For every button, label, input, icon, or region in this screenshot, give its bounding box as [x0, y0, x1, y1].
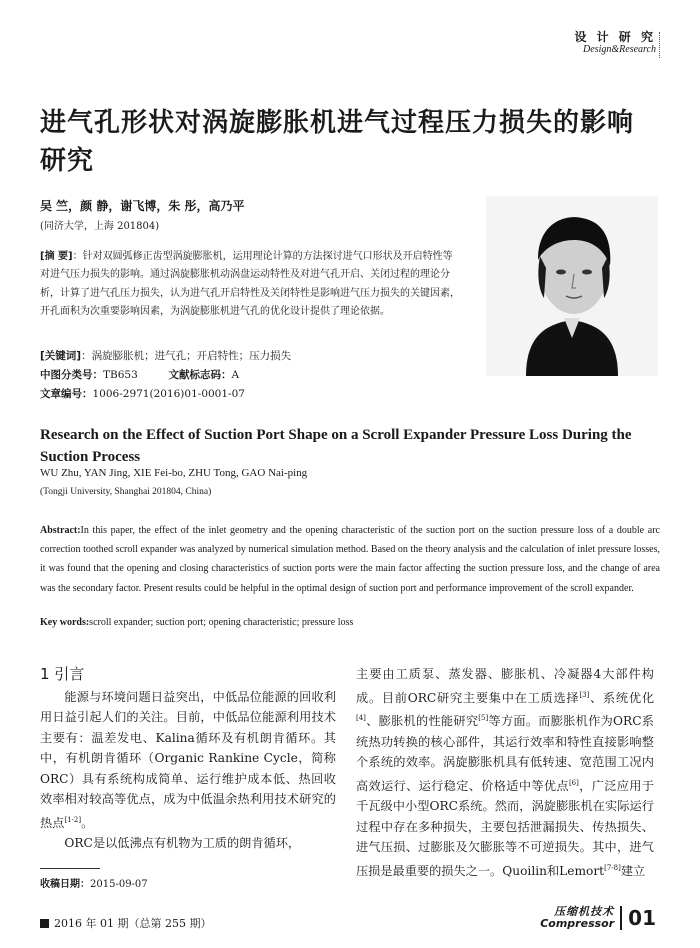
received-value: 2015-09-07: [90, 879, 148, 890]
abstract-en-text: In this paper, the effect of the inlet geometry and the opening characteristic of the suction port on the suction pressure loss of a double arc correction toothed scroll expander was analyzed by numerical simulation method. Based on the theory analysis and the calculation of inlet pressure losses, it was found that the opening and closing characteristics of suction ports were the main factor affecting the suction pressure loss, and the change of area was the secondary factor. Present results could be helpful in the optimal design of suction port and performance improvement of the scroll expander.: [40, 525, 660, 594]
paper-title-en: Research on the Effect of Suction Port Shape on a Scroll Expander Pressure Loss During the Suction Process: [40, 427, 632, 465]
header-divider: [659, 32, 664, 58]
citation: [3]: [579, 690, 590, 699]
keywords-cn-text: ：涡旋膨胀机；进气孔；开启特性；压力损失: [81, 350, 292, 362]
keywords-en: [40, 617, 660, 628]
paragraph: ORC是以低沸点有机物为工质的朗肯循环，: [64, 836, 301, 851]
abstract-en: [40, 521, 660, 598]
paragraph-text: 、膨胀机的性能研究: [365, 714, 479, 729]
article-no-value: 1006-2971(2016)01-0001-07: [92, 388, 245, 400]
square-bullet-icon: [40, 919, 49, 928]
citation: [1-2]: [64, 815, 82, 824]
authors-cn: 吴 竺，颜 静，谢飞博，朱 彤，高乃平: [40, 199, 245, 213]
article-number: [40, 386, 245, 401]
journal-section-cn: 设 计 研 究: [574, 30, 656, 44]
paragraph: [356, 664, 654, 881]
citation: [7-8]: [604, 863, 621, 872]
classification-line: [40, 367, 239, 382]
abstract-cn-label: [摘 要]: [40, 251, 73, 262]
paragraph-text: 建立: [620, 863, 646, 878]
journal-logo-cn: 压缩机技术: [554, 905, 615, 918]
journal-footer-brand: [540, 906, 656, 930]
paragraph-text: 主要由工质泵、蒸发器、膨胀机、冷凝器4大部件构成。目前ORC研究主要集中在工质选择: [356, 667, 654, 705]
received-label: 收稿日期：: [40, 879, 90, 890]
journal-logo: [540, 906, 614, 930]
paragraph: [40, 687, 336, 834]
received-date: [40, 875, 148, 890]
clc-label: 中图分类号：: [40, 369, 103, 381]
citation: [6]: [568, 778, 579, 787]
paragraph-text: 等方面。而膨胀机作为ORC系统热功转换的核心部件，其运行效率和特性直接影响整个系统的效率。涡旋膨胀机具有低转速、宽范围工况内高效运行、运行稳定、价格适中等优点: [356, 714, 654, 793]
abstract-cn: [40, 248, 460, 322]
journal-section-en: Design&Research: [583, 44, 656, 55]
citation: [4]: [356, 714, 366, 723]
keywords-cn-label: [关键词]: [40, 350, 82, 362]
keywords-cn: [40, 348, 291, 363]
paper-title-cn: 进气孔形状对涡旋膨胀机进气过程压力损失的影响研究: [40, 108, 635, 176]
affiliation-en: (Tongji University, Shanghai 201804, China): [40, 487, 212, 497]
keywords-en-label: Key words:: [40, 617, 90, 628]
clc-value: TB653: [103, 369, 138, 381]
affiliation-cn: (同济大学，上海 201804): [40, 221, 160, 232]
body-column-left: [40, 664, 336, 854]
paragraph-text: 、系统优化: [589, 690, 655, 705]
abstract-cn-text: ：针对双圆弧修正齿型涡旋膨胀机，运用理论计算的方法探讨进气口形状及开启特性等对进气压力损失的影响。通过涡旋膨胀机动涡盘运动特性及对进气孔开启、关闭过程的理论分析，计算了进气孔压力损失，认为进气孔开启特性及关闭特性是影响进气压力损失的关键因素，开孔面积为次重要影响因素，为涡旋膨胀机进气孔的优化设计提供了理论依据。: [40, 251, 460, 318]
article-no-label: 文章编号：: [40, 388, 93, 400]
author-photo-icon: [486, 196, 658, 376]
doc-code-value: A: [231, 369, 240, 381]
issue-info: [40, 915, 211, 931]
footnote-rule: [40, 868, 100, 869]
abstract-en-label: Abstract:: [40, 525, 81, 536]
issue-text: 2016 年 01 期（总第 255 期）: [54, 917, 212, 930]
page-number: 01: [620, 906, 656, 930]
author-photo: [486, 196, 658, 376]
doc-code-label: 文献标志码：: [168, 369, 232, 381]
section-heading: 1 引言: [40, 665, 85, 683]
paragraph-text: ，广泛应用于千瓦级中小型ORC系统。然而，涡旋膨胀机在实际运行过程中存在多种损失，主要包括泄漏损失、传热损失、进气压损、过膨胀及欠膨胀等不可逆损失。其中，进气压损是最重要的损失之一。Quoilin和Lemort: [356, 778, 655, 878]
journal-logo-en: Compressor: [540, 917, 615, 930]
paragraph-text: 能源与环境问题日益突出，中低品位能源的回收利用日益引起人们的关注。目前，中低品位能源利用技术主要有：温差发电、Kalina循环及有机朗肯循环。其中，有机朗肯循环（Organic Rankine Cycle，简称ORC）具有系统构成简单、运行维护成本低、热回收效率相对较高等优点，成为中低温余热利用技术研究的热点: [40, 689, 336, 830]
body-column-right: [356, 664, 654, 881]
authors-en: WU Zhu, YAN Jing, XIE Fei-bo, ZHU Tong, GAO Nai-ping: [40, 467, 308, 479]
citation: [5]: [478, 714, 489, 723]
paragraph-end: 。: [81, 815, 94, 830]
keywords-en-text: scroll expander; suction port; opening characteristic; pressure loss: [89, 617, 354, 628]
